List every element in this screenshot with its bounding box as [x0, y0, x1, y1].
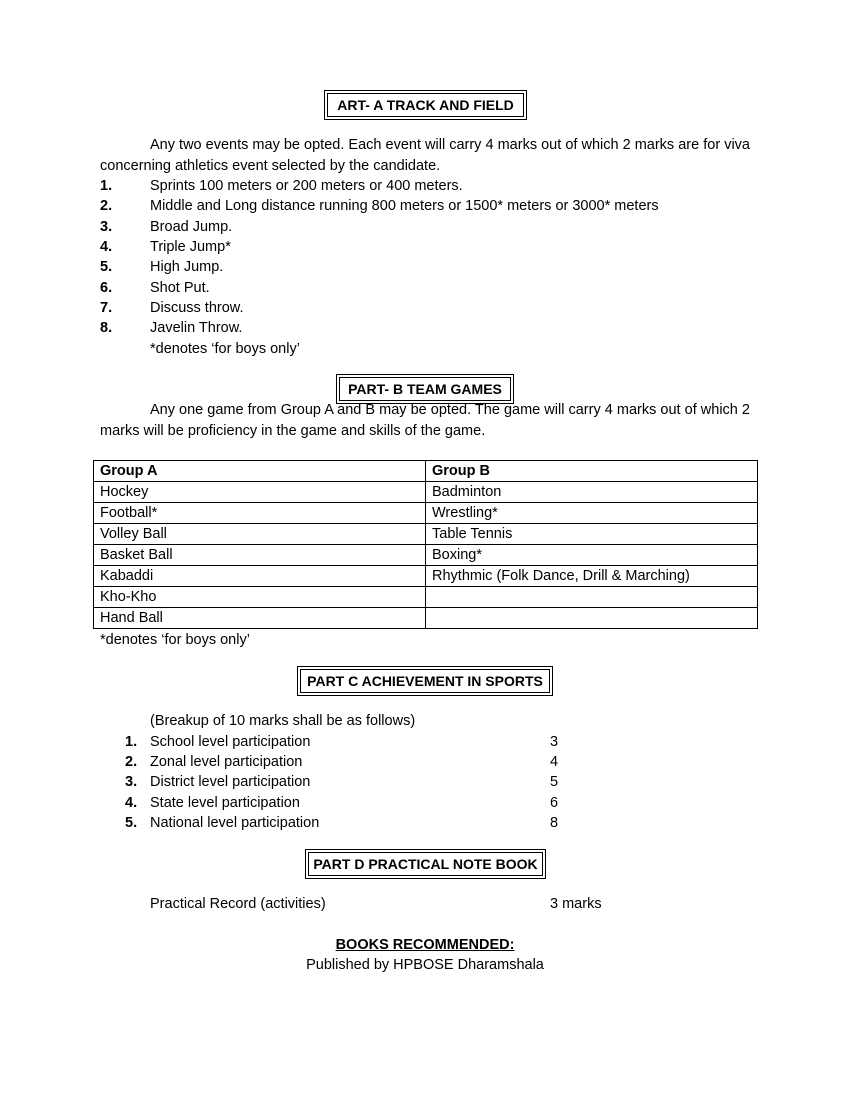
table-row	[94, 566, 758, 587]
table-cell: Kabaddi	[94, 566, 426, 587]
books-publisher: Published by HPBOSE Dharamshala	[306, 957, 544, 973]
item-number: 2.	[125, 754, 138, 770]
table-cell: Football*	[94, 503, 426, 524]
table-cell: Hockey	[94, 482, 426, 503]
item-number: 5.	[100, 259, 113, 275]
table-row	[94, 587, 758, 608]
table-cell: Badminton	[426, 482, 758, 503]
table-header-row	[94, 461, 758, 482]
table-header-group-b: Group B	[426, 461, 758, 482]
item-number: 7.	[100, 300, 113, 316]
table-cell: Volley Ball	[94, 524, 426, 545]
part-c-heading: PART C ACHIEVEMENT IN SPORTS	[300, 669, 550, 693]
part-b-intro	[100, 400, 750, 441]
part-b-heading: PART- B TEAM GAMES	[339, 377, 511, 401]
item-number: 6.	[100, 280, 113, 296]
item-text: School level participation	[150, 734, 311, 750]
part-c-breakup: (Breakup of 10 marks shall be as follows)	[150, 713, 416, 729]
item-number: 2.	[100, 198, 113, 214]
part-a-heading: ART- A TRACK AND FIELD	[327, 93, 524, 117]
part-b-intro-text: Any one game from Group A and B may be opted. The game will carry 4 marks out of which 2 marks will be proficiency in the game and skills of the game.	[100, 402, 750, 439]
item-text: National level participation	[150, 815, 320, 831]
table-cell: Rhythmic (Folk Dance, Drill & Marching)	[426, 566, 758, 587]
table-header-group-a: Group A	[94, 461, 426, 482]
item-text: State level participation	[150, 795, 300, 811]
table-cell: Basket Ball	[94, 545, 426, 566]
item-number: 8.	[100, 320, 113, 336]
table-cell	[426, 608, 758, 629]
table-cell: Hand Ball	[94, 608, 426, 629]
item-text: Middle and Long distance running 800 meters or 1500* meters or 3000* meters	[150, 198, 659, 214]
item-number: 4.	[125, 795, 138, 811]
item-text: Broad Jump.	[150, 219, 233, 235]
item-text: Sprints 100 meters or 200 meters or 400 meters.	[150, 178, 463, 194]
item-text: Zonal level participation	[150, 754, 303, 770]
item-number: 3.	[125, 774, 138, 790]
item-text: Triple Jump*	[150, 239, 231, 255]
books-heading: BOOKS RECOMMENDED:	[335, 937, 515, 953]
table-row	[94, 524, 758, 545]
part-a-intro-text: Any two events may be opted. Each event will carry 4 marks out of which 2 marks are for viva concerning athletics event selected by the candidate.	[100, 137, 750, 174]
item-number: 1.	[100, 178, 113, 194]
table-cell: Kho-Kho	[94, 587, 426, 608]
table-cell	[426, 587, 758, 608]
games-table	[93, 460, 758, 629]
item-marks: 4	[550, 754, 559, 770]
item-text: District level participation	[150, 774, 311, 790]
table-cell: Wrestling*	[426, 503, 758, 524]
item-text: Discuss throw.	[150, 300, 244, 316]
item-number: 4.	[100, 239, 113, 255]
practical-record-label: Practical Record (activities)	[150, 896, 326, 912]
table-row	[94, 482, 758, 503]
item-number: 5.	[125, 815, 138, 831]
item-marks: 3	[550, 734, 559, 750]
table-cell: Boxing*	[426, 545, 758, 566]
item-text: Javelin Throw.	[150, 320, 243, 336]
item-text: Shot Put.	[150, 280, 210, 296]
item-marks: 6	[550, 795, 559, 811]
item-marks: 5	[550, 774, 559, 790]
table-row	[94, 545, 758, 566]
table-row	[94, 503, 758, 524]
part-b-note: *denotes ‘for boys only’	[100, 632, 250, 648]
table-cell: Table Tennis	[426, 524, 758, 545]
item-number: 1.	[125, 734, 138, 750]
item-number: 3.	[100, 219, 113, 235]
item-text: High Jump.	[150, 259, 224, 275]
item-marks: 8	[550, 815, 559, 831]
table-row	[94, 608, 758, 629]
part-d-heading: PART D PRACTICAL NOTE BOOK	[308, 852, 543, 876]
part-a-intro	[100, 135, 750, 176]
part-a-note: *denotes ‘for boys only’	[150, 341, 300, 357]
practical-record-marks: 3 marks	[550, 896, 602, 912]
